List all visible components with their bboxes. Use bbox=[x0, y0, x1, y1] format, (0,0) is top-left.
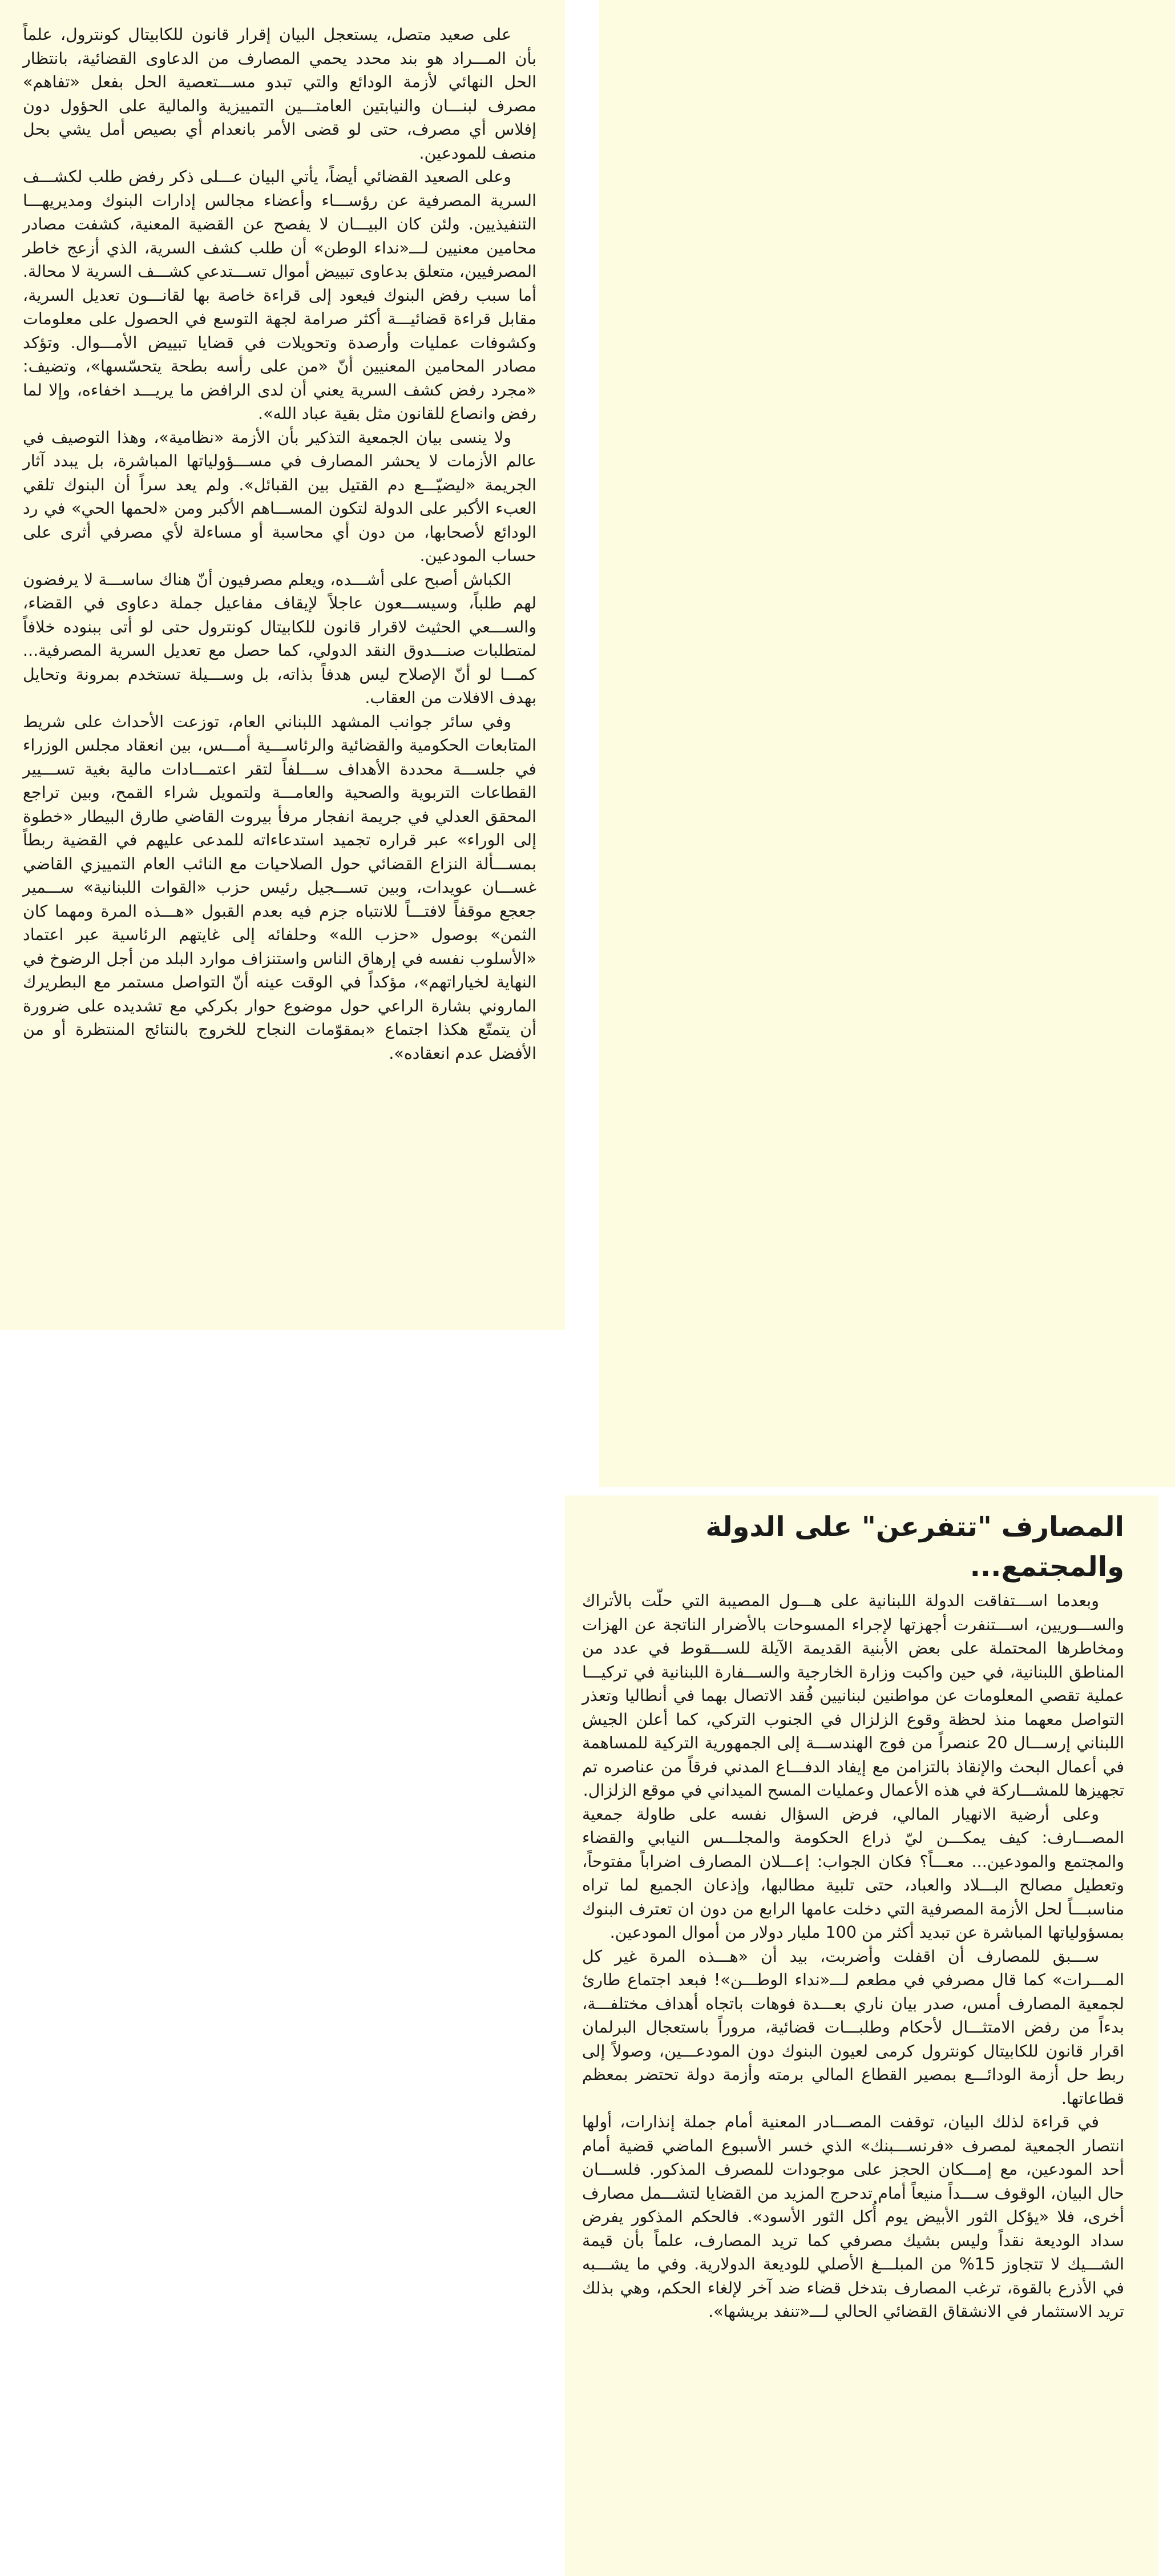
article-paragraph: الكباش أصبح على أشـــده، ويعلم مصرفيون أنّ هناك ساســـة لا يرفضون لهم طلباً، وسيســـعون عاجلاً لإيقاف مفاعيل جملة دعاوى في القضاء، والســـعي الحثيث لاقرار قانون للكابيتال كونترول حتى لو أتى ببنوده خلافاً لمتطلبات صنـــدوق النقد الدولي، كما حصل مع تعديل السرية المصرفية... كمـــا لو أنّ الإصلاح ليس هدفاً بذاته، بل وســـيلة تستخدم بمرونة وتحايل بهدف الافلات من العقاب. bbox=[23, 570, 536, 707]
article-paragraph: في قراءة لذلك البيان، توقفت المصـــادر المعنية أمام جملة إنذارات، أولها انتصار الجمعية لمصرف «فرنســـبنك» الذي خسر الأسبوع الماضي قضية أمام أحد المودعين، مع إمـــكان الحجز على موجودات للمصرف المذكور. فلســـان حال البيان، الوقوف ســـداً منيعاً أمام تدحرج المزيد من القضايا لتشـــمل مصارف أخرى، فلا «يؤكل الثور الأبيض يوم أُكل الثور الأسود». فالحكم المذكور يفرض سداد الوديعة نقداً وليس بشيك مصرفي كما تريد المصارف، علماً بأن قيمة الشـــيك لا تتجاوز 15% من المبلـــغ الأصلي للوديعة الدولارية. وفي ما يشـــبه في الأذرع بالقوة، ترغب المصارف بتدخل قضاء ضد آخر لإلغاء الحكم، وهي بذلك تريد الاستثمار في الانشقاق القضائي الحالي لـــ«تنفد بريشها». bbox=[582, 2113, 1124, 2321]
article-paragraph: ســـبق للمصارف أن اقفلت وأضربت، بيد أن «هـــذه المرة غير كل المـــرات» كما قال مصرفي في مطعم لـــ«نداء الوطـــن»! فبعد اجتماع طارئ لجمعية المصارف أمس، صدر بيان ناري بعـــدة فوهات باتجاه أهداف مختلفـــة، بدءاً من رفض الامتثـــال لأحكام وطلبـــات قضائية، مروراً باستعجال البرلمان اقرار قانون للكابيتال كونترول كرمى لعيون البنوك دون المودعـــين، وصولاً إلى ربط حل أزمة الودائـــع بمصير القطاع المالي برمته وأزمة دولة تحتضر بمعظم قطاعاتها. bbox=[582, 1946, 1124, 2108]
article-paragraph: ولا ينسى بيان الجمعية التذكير بأن الأزمة «نظامية»، وهذا التوصيف في عالم الأزمات لا يحشر المصارف في مســـؤولياتها المباشرة، بل يبدد آثار الجريمة «ليضيّـــع دم القتيل بين القبائل». ولم يعد سراً أن البنوك تلقي العبء الأكبر على الدولة لتكون المســـاهم الأكبر ومن «لحمها الحي» في رد الودائع لأصحابها، من دون أي محاسبة أو مساءلة لأي مصرفي أثرى على حساب المودعين. bbox=[23, 428, 536, 565]
article-paragraph: على صعيد متصل، يستعجل البيان إقرار قانون للكابيتال كونترول، علماً بأن المـــراد هو بند محدد يحمي المصارف من الدعاوى القضائية، بانتظار الحل النهائي لأزمة الودائع والتي تبدو مســـتعصية الحل بفعل «تفاهم» مصرف لبنـــان والنيابتين العامتـــين التمييزية والمالية على الحؤول دون إفلاس أي مصرف، حتى لو قضى الأمر بانعدام أي بصيص أمل يشي بحل منصف للمودعين. bbox=[23, 25, 536, 163]
article-column bbox=[565, 1495, 1158, 2576]
article-title: المصارف "تتفرعن" على الدولة والمجتمع... bbox=[705, 1511, 1124, 1583]
article-paragraph: وعلى أرضية الانهيار المالي، فرض السؤال نفسه على طاولة جمعية المصـــارف: كيف يمكـــن ليّ ذراع الحكومة والمجلـــس النيابي والقضاء والمجتمع والمودعين... معـــاً؟ فكان الجواب: إعـــلان المصارف اضراباً مفتوحاً، وتعطيل مصالح البـــلاد والعباد، حتى تلبية مطالبها، وإذعان الجميع لما تراه مناسبـــاً لحل الأزمة المصرفية التي دخلت عامها الرابع من دون ان تعترف البنوك بمسؤولياتها المباشرة عن تبديد أكثر من 100 مليار دولار من أموال المودعين. bbox=[582, 1804, 1124, 1942]
article-paragraph: وبعدما اســـتفاقت الدولة اللبنانية على هـــول المصيبة التي حلّت بالأتراك والســـوريين، اســـتنفرت أجهزتها لإجراء المسوحات بالأضرار الناتجة عن الهزات ومخاطرها المحتملة على بعض الأبنية القديمة الآيلة للســـقوط في عدد من المناطق اللبنانية، في حين واكبت وزارة الخارجية والســـفارة اللبنانية في تركيـــا عملية تقصي المعلومات عن مواطنين لبنانيين فُقد الاتصال بهما في أنطاليا وتعذر التواصل معهما منذ لحظة وقوع الزلزال في الجنوب التركي، كما أعلن الجيش اللبناني إرســـال 20 عنصراً من فوج الهندســـة إلى الجمهورية التركية للمساهمة في أعمال البحث والإنقاذ بالتزامن مع إيفاد الدفـــاع المدني فرقاً من عناصره تم تجهيزها للمشـــاركة في هذه الأعمال وعمليات المسح الميداني في موقع الزلزال. bbox=[582, 1591, 1124, 1800]
article-continuation-column bbox=[0, 0, 565, 1330]
blank-column bbox=[599, 0, 1175, 1487]
article-paragraph: وفي سائر جوانب المشهد اللبناني العام، توزعت الأحداث على شريط المتابعات الحكومية والقضائية والرئاســـية أمـــس، بين انعقاد مجلس الوزراء في جلســـة محددة الأهداف ســـلفاً لتقر اعتمـــادات مالية بغية تســـيير القطاعات التربوية والصحية والعامـــة ولتمويل شراء القمح، وبين تراجع المحقق العدلي في جريمة انفجار مرفأ بيروت القاضي طارق البيطار «خطوة إلى الوراء» عبر قراره تجميد استدعاءاته للمدعى عليهم في القضية ربطاً بمســـألة النزاع القضائي حول الصلاحيات مع النائب العام التمييزي القاضي غســـان عويدات، وبين تســـجيل رئيس حزب «القوات اللبنانية» ســـمير جعجع موقفاً لافتـــاً للانتباه جزم فيه بعدم القبول «هـــذه المرة ومهما كان الثمن» بوصول «حزب الله» وحلفائه إلى غايتهم الرئاسية عبر اعتماد «الأسلوب نفسه في إرهاق الناس واستنزاف موارد البلد من أجل الرضوخ في النهاية لخياراتهم»، مؤكداً في الوقت عينه أنّ التواصل مستمر مع البطريرك الماروني بشارة الراعي حول موضوع حوار بكركي مع تشديده على ضرورة أن يتمتّع هكذا اجتماع «بمقوّمات النجاح للخروج بالنتائج المنتظرة أو من الأفضل عدم انعقاده». bbox=[23, 712, 536, 1063]
article-paragraph: وعلى الصعيد القضائي أيضاً، يأتي البيان عـــلى ذكر رفض طلب لكشـــف السرية المصرفية عن رؤســـاء وأعضاء مجالس إدارات البنوك ومديريهـــا التنفيذيين. ولئن كان البيـــان لا يفصح عن القضية المعنية، كشفت مصادر محامين معنيين لـــ«نداء الوطن» أن طلب كشف السرية، الذي أزعج خاطر المصرفيين، متعلق بدعاوى تبييض أموال تســـتدعي كشـــف السرية لا محالة. أما سبب رفض البنوك فيعود إلى قراءة خاصة بها لقانـــون تعديل السرية، مقابل قراءة قضائيـــة أكثر صرامة لجهة التوسع في الحصول على معلومات وكشوفات عمليات وأرصدة وتحويلات في قضايا تبييض الأمـــوال. وتؤكد مصادر المحامين المعنيين أنّ «من على رأسه بطحة يتحسّسها»، وتضيف: «مجرد رفض كشف السرية يعني أن لدى الرافض ما يريـــد اخفاءه، وإلا لما رفض وانصاع للقانون مثل بقية عباد الله». bbox=[23, 167, 536, 423]
